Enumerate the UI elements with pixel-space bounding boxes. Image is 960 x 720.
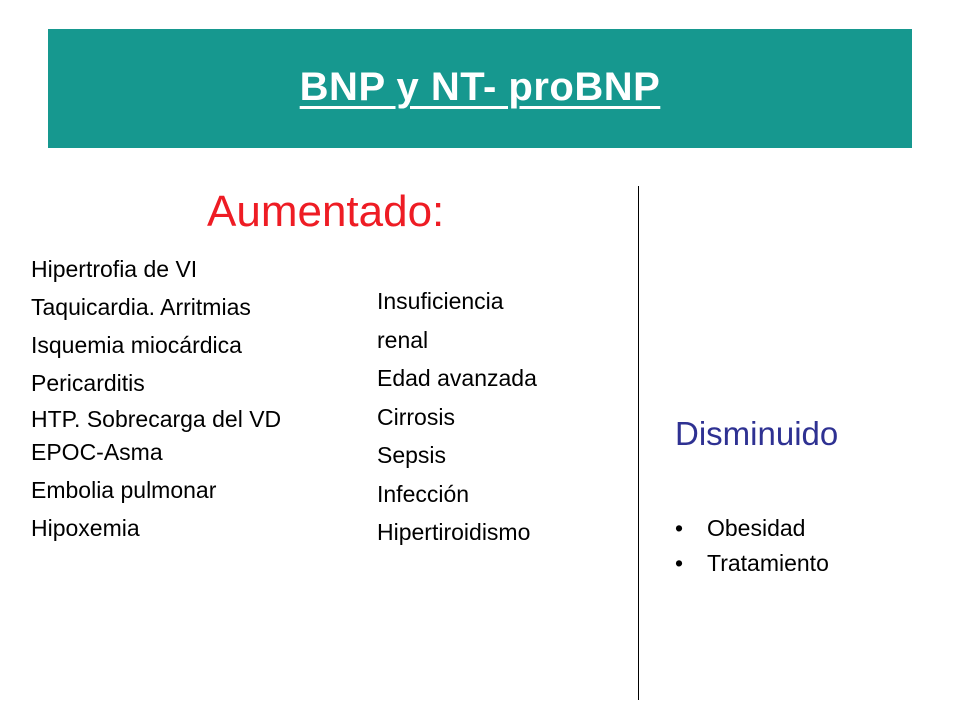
list-item: Hipertiroidismo xyxy=(377,519,531,545)
list-item: Cirrosis xyxy=(377,403,455,430)
list-item: Taquicardia. Arritmias xyxy=(31,294,251,320)
column-divider xyxy=(638,186,639,700)
list-item xyxy=(675,546,935,581)
increased-heading: Aumentado: xyxy=(207,187,445,236)
list-item: Isquemia miocárdica xyxy=(31,332,242,358)
list-item: HTP. Sobrecarga del VD xyxy=(31,406,282,432)
increased-list-left xyxy=(31,256,361,553)
decreased-heading: Disminuido xyxy=(675,415,839,452)
bullet-icon: • xyxy=(675,550,684,576)
list-item: renal xyxy=(377,326,429,353)
list-item: Insuficiencia xyxy=(377,288,504,314)
list-item xyxy=(675,511,935,546)
list-item: Pericarditis xyxy=(31,370,145,396)
list-item: Hipertrofia de VI xyxy=(31,256,198,282)
list-item-label: Obesidad xyxy=(707,515,806,541)
list-item: Hipoxemia xyxy=(31,515,140,541)
bullet-icon: • xyxy=(675,515,684,541)
slide-title: BNP y NT- proBNP xyxy=(299,65,661,109)
decreased-list xyxy=(675,511,935,581)
list-item: Infección xyxy=(377,480,470,507)
list-item: Sepsis xyxy=(377,442,447,468)
list-item: EPOC-Asma xyxy=(31,439,163,465)
list-item: Embolia pulmonar xyxy=(31,477,217,503)
list-item: Edad avanzada xyxy=(377,365,537,391)
increased-list-right xyxy=(377,282,627,552)
list-item-label: Tratamiento xyxy=(707,550,829,576)
